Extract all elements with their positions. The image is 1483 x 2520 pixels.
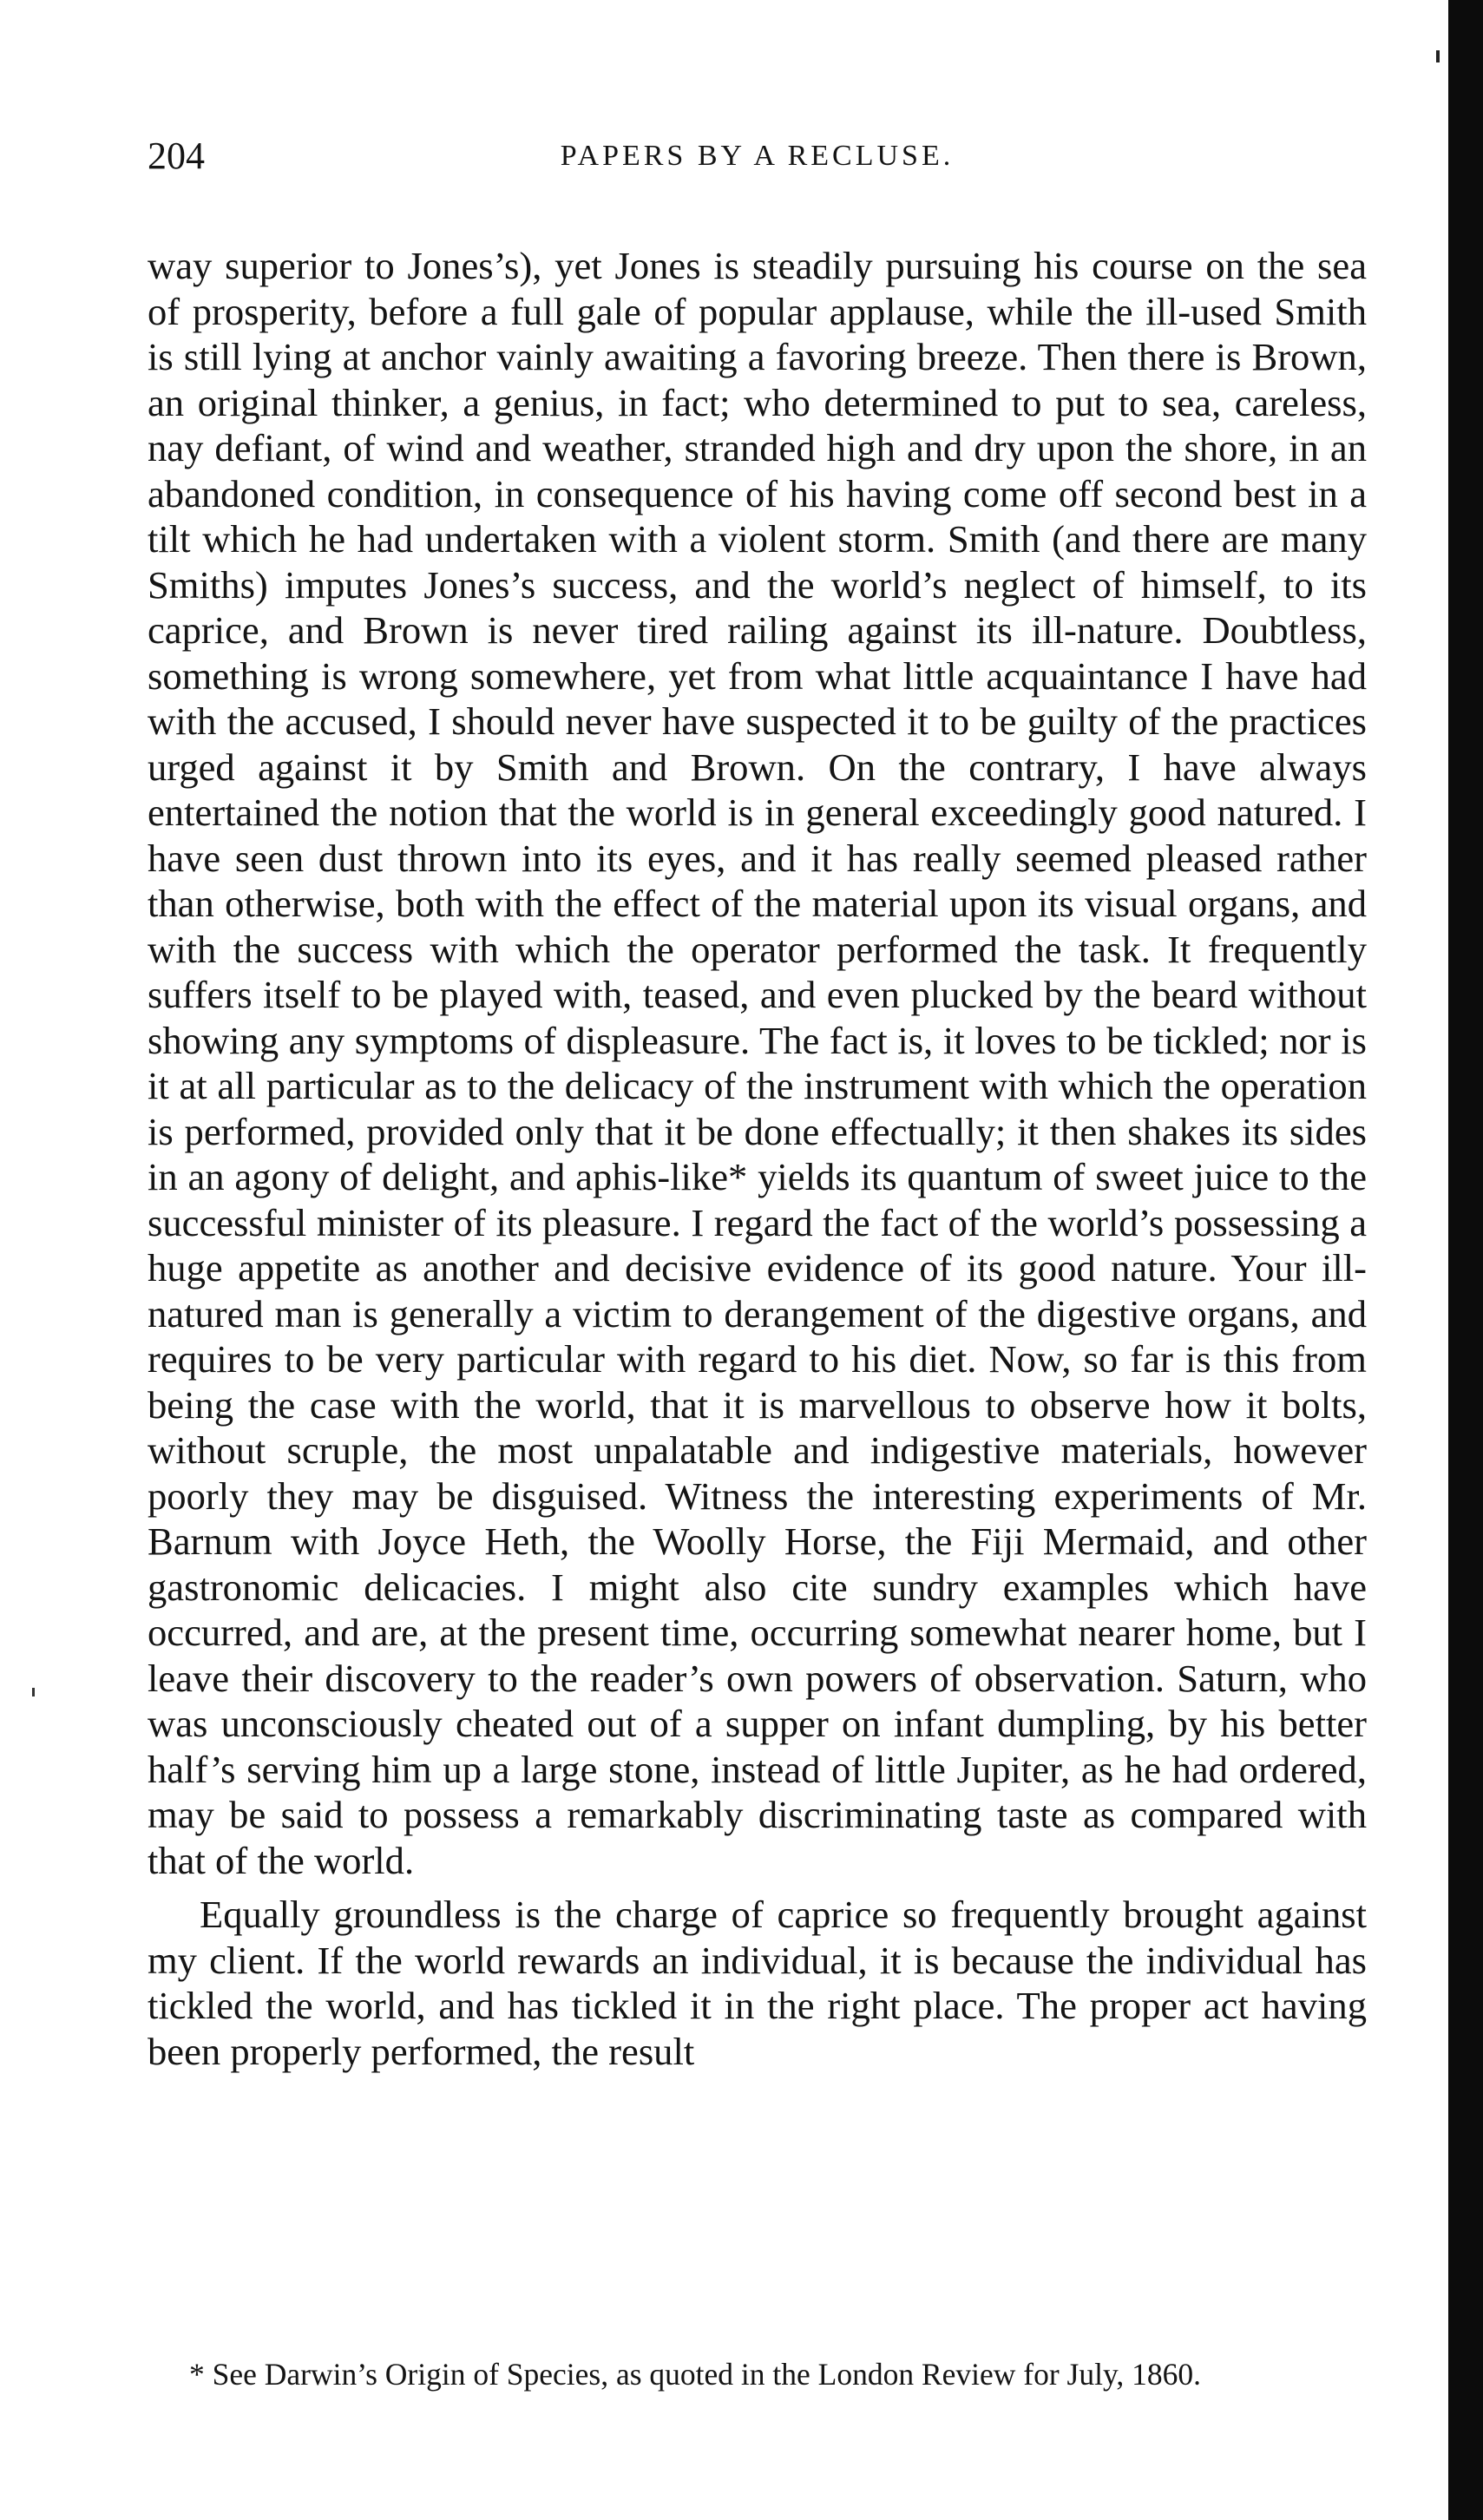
- running-title: PAPERS BY A RECLUSE.: [560, 140, 955, 172]
- footnote: * See Darwin’s Origin of Species, as quoted in the London Review for July, 1860.: [189, 2357, 1202, 2392]
- running-head: [148, 130, 1367, 182]
- body-paragraph: Equally groundless is the charge of caprice so frequently brought against my client. If the world rewards an individual, it is because the individual has tickled the world, and has tickled it in the right place. The proper act having been properly performed, the result: [148, 1893, 1367, 2073]
- margin-speck: [32, 1688, 35, 1696]
- page-edge-shadow: [1448, 0, 1483, 2520]
- edge-mark: [1436, 50, 1440, 62]
- book-page: [148, 130, 1367, 2074]
- page-number: 204: [148, 135, 205, 177]
- body-paragraph: way superior to Jones’s), yet Jones is steadily pursuing his course on the sea of prosperity, before a full gale of popular applause, while the ill-used Smith is still lying at anchor vainly awaiting a favoring breeze. Then there is Brown, an original thinker, a genius, in fact; who determined to put to sea, careless, nay defiant, of wind and weather, stranded high and dry upon the shore, in an abandoned condition, in consequence of his having come off second best in a tilt which he had undertaken with a violent storm. Smith (and there are many Smiths) imputes Jones’s success, and the world’s neglect of himself, to its caprice, and Brown is never tired railing against its ill-nature. Doubtless, something is wrong somewhere, yet from what little acquaintance I have had with the accused, I should never have suspected it to be guilty of the practices urged against it by Smith and Brown. On the contrary, I have always entertained the notion that the world is in general exceedingly good natured. I have seen dust thrown into its eyes, and it has really seemed pleased rather than otherwise, both with the effect of the material upon its visual organs, and with the success with which the operator performed the task. It frequently suffers itself to be played with, teased, and even plucked by the beard without showing any symptoms of displeasure. The fact is, it loves to be tickled; nor is it at all particular as to the delicacy of the instrument with which the operation is performed, provided only that it be done effectually; it then shakes its sides in an agony of delight, and aphis-like* yields its quantum of sweet juice to the successful minister of its pleasure. I regard the fact of the world’s possessing a huge appetite as another and decisive evidence of its good nature. Your ill-natured man is generally a victim to derangement of the digestive organs, and requires to be very particular with regard to his diet. Now, so far is this from being the case with the world, that it is marvellous to observe how it bolts, without scruple, the most unpalatable and indigestive materials, however poorly they may be disguised. Witness the interesting experiments of Mr. Barnum with Joyce Heth, the Woolly Horse, the Fiji Mermaid, and other gastronomic delicacies. I might also cite sundry examples which have occurred, and are, at the present time, occurring somewhat nearer home, but I leave their discovery to the reader’s own powers of observation. Saturn, who was unconsciously cheated out of a supper on infant dumpling, by his better half’s serving him up a large stone, instead of little Jupiter, as he had ordered, may be said to possess a remarkably discriminating taste as compared with that of the world.: [148, 244, 1367, 1882]
